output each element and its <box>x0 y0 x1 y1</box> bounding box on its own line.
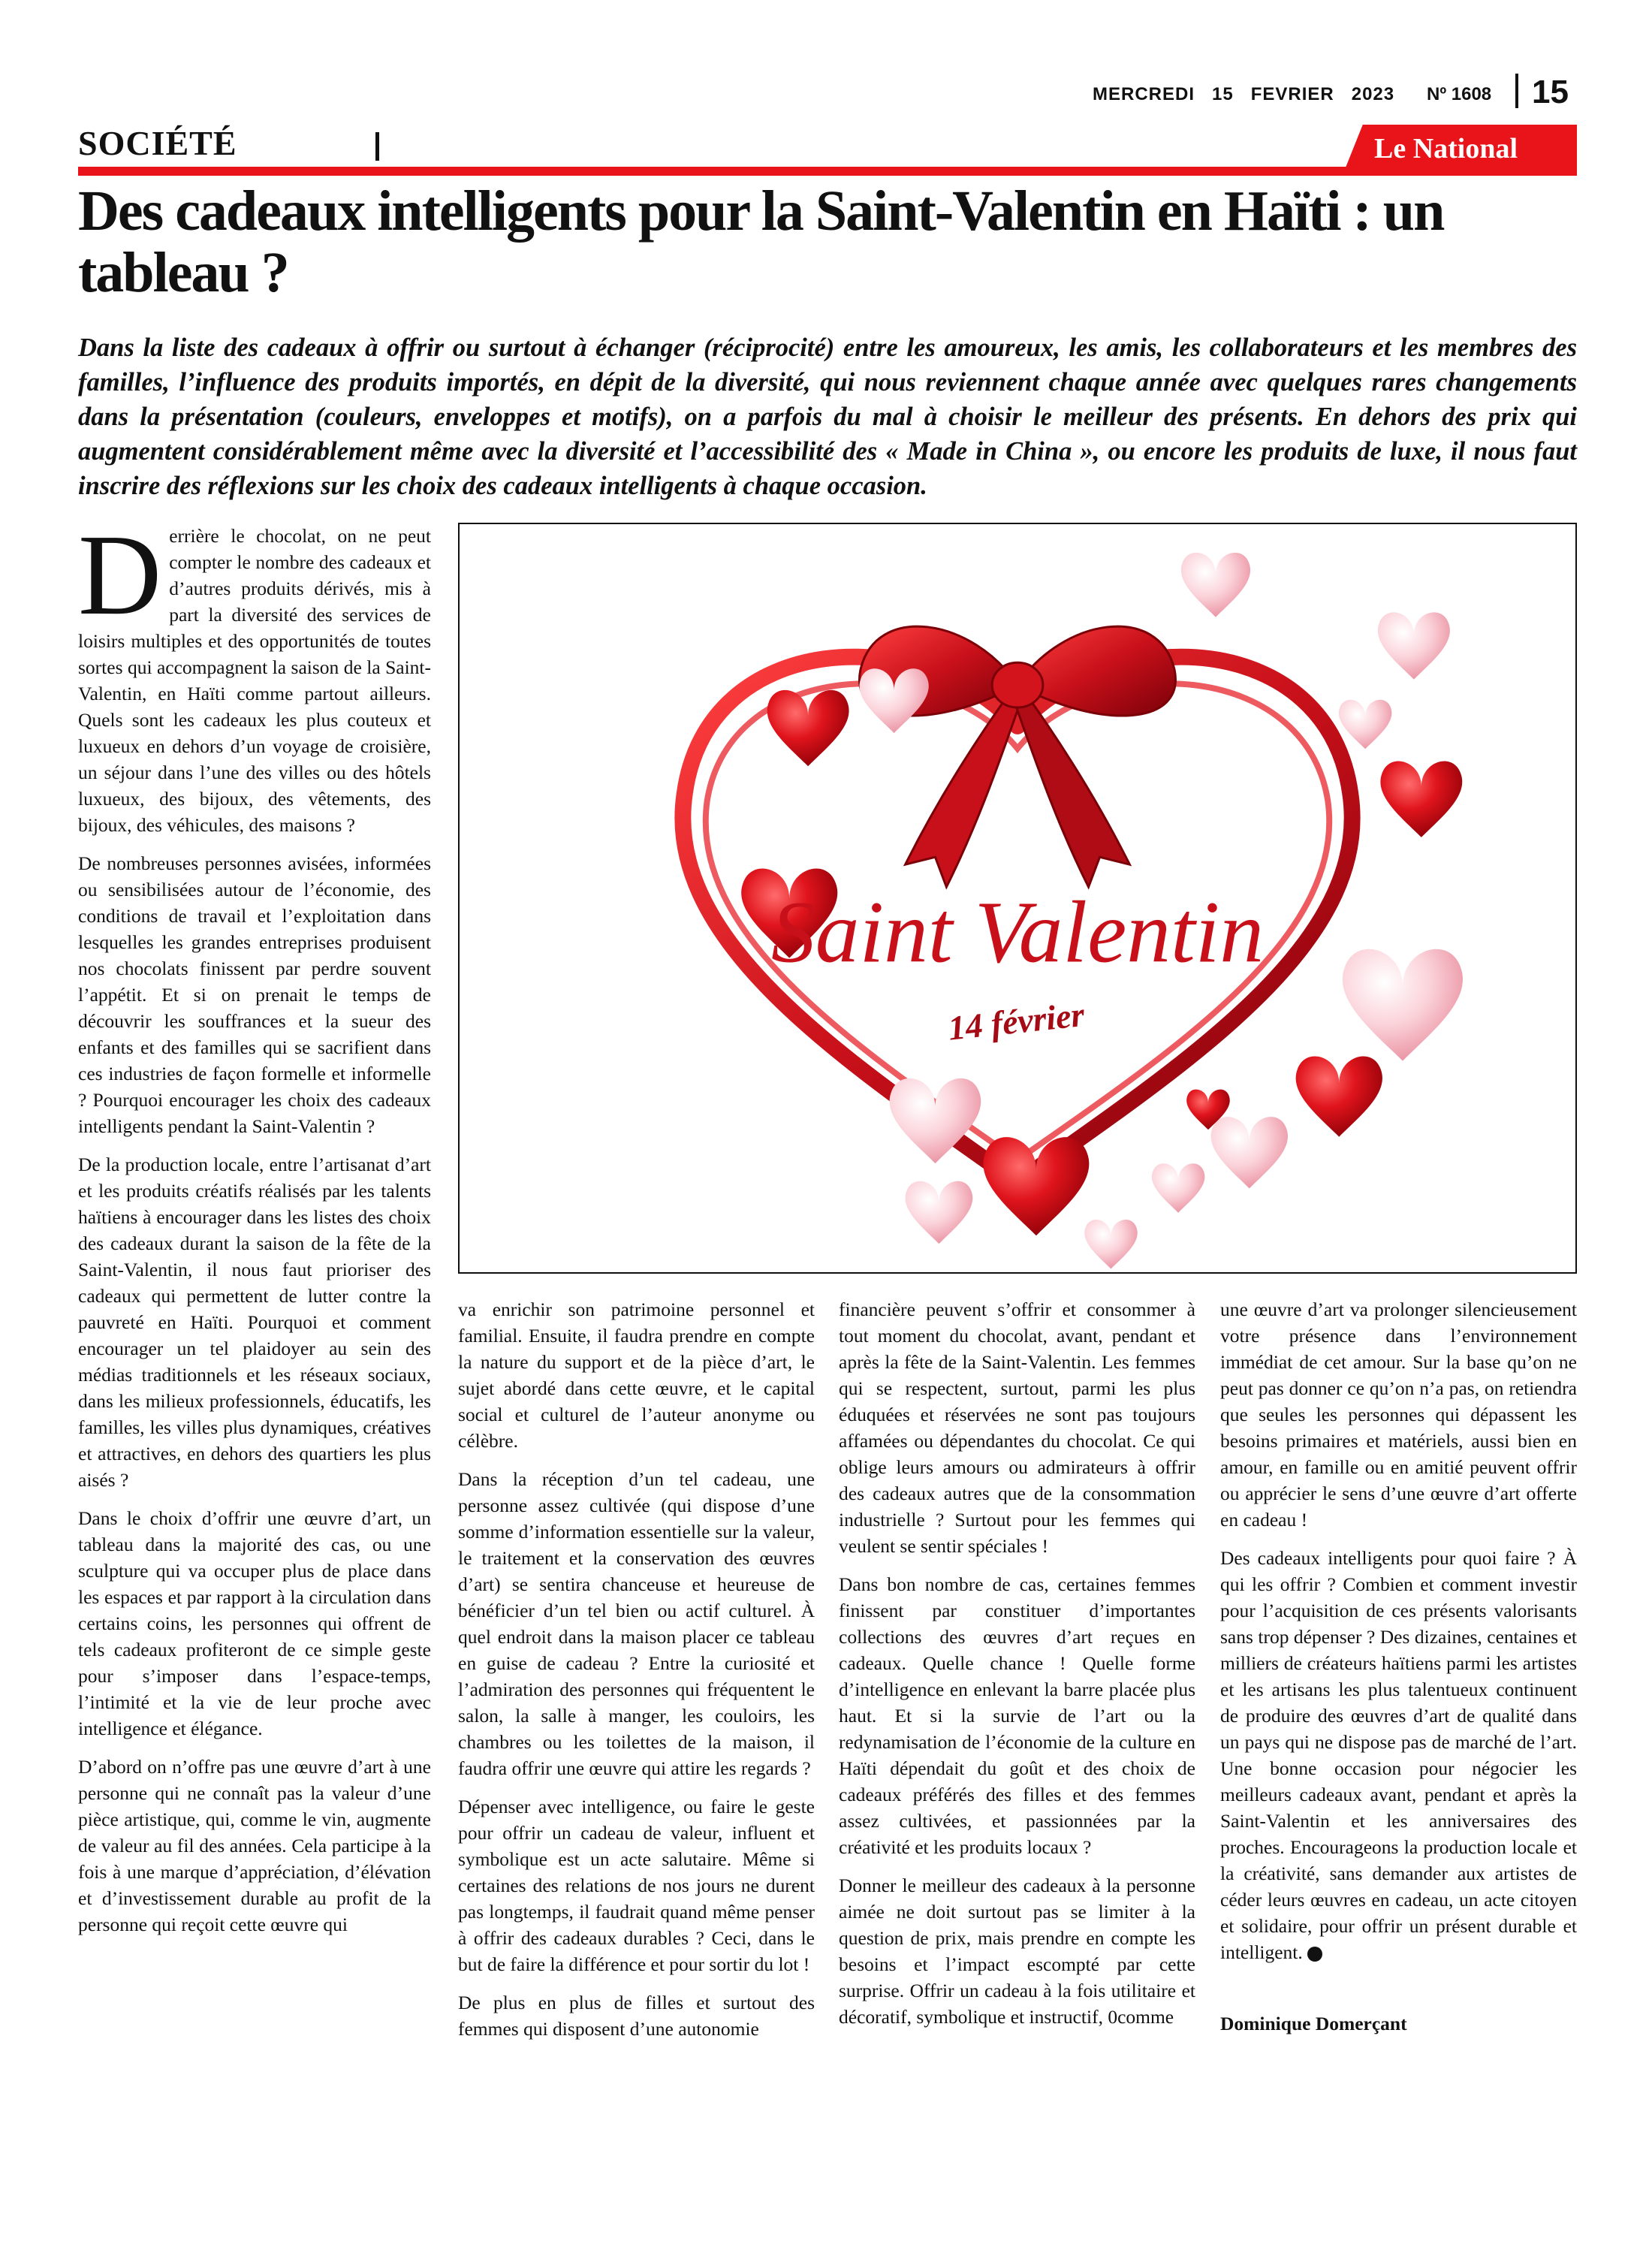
author-byline: Dominique Domerçant <box>1220 2013 1407 2034</box>
paragraph: Des cadeaux intelligents pour quoi faire ? À qui les offrir ? Combien et comment investir pour l’acquisition de ces présents valorisants sans trop dépenser ? Des dizaines, centaines et milliers de créateurs haïtiens parmi les artistes et les artisans les plus talentueux continuent de produire des œuvres d’art de qualité dans un pays qui ne dispose pas de marché de l’art. Une bonne occasion pour négocier les meilleurs cadeaux avant, pendant et après la Saint-Valentin et les anniversaires des proches. Encourageons la production locale et la créativité, sans demander aux artistes de céder leurs œuvres en cadeau, un acte citoyen et solidaire, pour offrir un présent durable et intelligent. <box>1220 1547 1577 1963</box>
paragraph: Derrière le chocolat, on ne peut compter le nombre des cadeaux et d’autres produits dérivés, mis à part la diversité des services de loisirs multiples et des opportunités de toutes sortes qui accompagnent la saison de la Saint-Valentin, en Haïti comme partout ailleurs. Quels sont les cadeaux les plus couteux et luxueux en dehors d’un voyage de croisière, un séjour dans l’une des villes ou des hôtels luxueux, des bijoux, des vêtements, des bijoux, des véhicules, des maisons ? <box>78 511 431 836</box>
illustration-date: 14 février <box>946 994 1087 1048</box>
article-column-4 <box>1220 1296 1577 2049</box>
illustration-title: Saint Valentin <box>770 883 1265 982</box>
paragraph: De nombreuses personnes avisées, informées ou sensibilisées autour de l’économie, des conditions de travail et l’exploitation dans lesquelles les grandes entreprises produisent nos chocolats finissent par perdre souvent l’appétit. Et si on prenait le temps de découvrir les souffrances et la sueur des enfants et des familles qui se sacrifient dans ces industries de façon formelle et informelle ? Pourquoi encourager les choix des cadeaux intelligents pendant la Saint-Valentin ? <box>78 852 431 1137</box>
masthead-issue: Nº 1608 <box>1427 84 1492 104</box>
end-of-article-icon <box>1307 1947 1322 1962</box>
paragraph: financière peuvent s’offrir et consommer à tout moment du chocolat, avant, pendant et après la fête de la Saint-Valentin. Les femmes qui se respectent, surtout, parmi les plus éduquées et réservées ne sont pas toujours affamées ou dépendantes du chocolat. Ce qui oblige leurs amours ou admirateurs à offrir des cadeaux autres que de la consommation industrielle ? Surtout pour les femmes qui veulent se sentir spéciales ! <box>839 1298 1195 1557</box>
page-number-divider <box>1515 74 1518 108</box>
article-column-3 <box>839 1296 1195 2042</box>
article-column-1 <box>78 511 431 1950</box>
paragraph: Dans le choix d’offrir une œuvre d’art, un tableau dans la majorité des cas, ou une sculpture qui va occuper plus de place dans les espaces et par rapport à la circulation dans certains coins, les personnes qui offrent de tels cadeaux profiteront de ce simple geste pour s’imposer dans l’espace-temps, l’intimité et la vie de leur proche avec intelligence et élégance. <box>78 1507 431 1739</box>
heart-wreath-graphic <box>460 524 1575 1272</box>
bow-icon <box>860 626 1176 887</box>
paragraph: Dépenser avec intelligence, ou faire le geste pour offrir un cadeau de valeur, influent et symbolique est un acte salutaire. Même si certaines des relations de nos jours ne durent pas longtemps, il faudrait quand même penser à offrir des cadeaux durables ? Ceci, dans le but de faire la différence et pour sortir du lot ! <box>458 1796 815 1975</box>
paragraph: une œuvre d’art va prolonger silencieusement votre présence dans l’environnement immédiat de cet amour. Sur la base qu’on ne peut pas donner ce qu’on n’a pas, on retiendra que seules les personnes qui dépassent les besoins primaires et matériels, aussi bien en amour, en famille ou en amitié peuvent offrir ou apprécier le sens d’une œuvre d’art offerte en cadeau ! <box>1220 1298 1577 1531</box>
paragraph: De la production locale, entre l’artisanat d’art et les produits créatifs réalisés par les talents haïtiens à encourager dans les listes des choix des cadeaux durant la saison de la fête de la Saint-Valentin, il nous faut prioriser des cadeaux qui permettent de lutter contre la pauvreté en Haïti. Pourquoi et comment encourager un tel plaidoyer au sein des médias traditionnels et les réseaux sociaux, dans les milieux professionnels, éducatifs, les familles, les villes plus dynamiques, créatives et attractives, en dehors des quartiers les plus aisés ? <box>78 1154 431 1491</box>
brand-name: Le National <box>1374 133 1518 164</box>
article-column-2 <box>458 1296 815 2054</box>
paragraph: va enrichir son patrimoine personnel et familial. Ensuite, il faudra prendre en compte la nature du support et de la pièce d’art, le sujet abordé dans cette œuvre, et le capital social et culturel de l’auteur anonyme ou célèbre. <box>458 1298 815 1452</box>
paragraph: Dans la réception d’un tel cadeau, une personne assez cultivée (qui dispose d’une somme d’information essentielle sur la valeur, le traitement et la conservation des œuvres d’art) se sentira chanceuse et heureuse de bénéficier d’un tel bien ou actif culturel. À quel endroit dans la maison placer ce tableau en guise de cadeau ? Entre la curiosité et l’admiration des personnes qui fréquentent le salon, la salle à manger, les couloirs, les chambres ou les toilettes de la maison, il faudra offrir une œuvre qui attire les regards ? <box>458 1468 815 1779</box>
section-label: SOCIÉTÉ <box>78 124 237 162</box>
section-divider <box>375 132 379 161</box>
saint-valentin-illustration <box>458 523 1577 1274</box>
article-headline: Des cadeaux intelligents pour la Saint-Valentin en Haïti : un tableau ? <box>78 179 1444 304</box>
paragraph: Donner le meilleur des cadeaux à la personne aimée ne doit surtout pas se limiter à la question de prix, mais prendre en compte les besoins et l’impact escompté par cette surprise. Offrir un cadeau à la fois utilitaire et décoratif, symbolique et instructif, 0comme <box>839 1874 1195 2028</box>
paragraph: D’abord on n’offre pas une œuvre d’art à une personne qui ne connaît pas la valeur d’une pièce artistique, qui, comme le vin, augmente de valeur au fil des années. Cela participe à la fois à une marque d’appréciation, d’élévation et d’investissement durable au profit de la personne qui reçoit cette œuvre qui <box>78 1756 431 1935</box>
paragraph: Dans bon nombre de cas, certaines femmes finissent par constituer d’importantes collections des œuvres d’art reçues en cadeaux. Quelle chance ! Quelle forme d’intelligence en enlevant la barre placée plus haut. Et si la survie de l’art ou la redynamisation de l’économie de la culture en Haïti dépendait du goût et des choix de cadeaux préférés des filles et des femmes assez cultivées, et passionnées par la créativité et les produits locaux ? <box>839 1573 1195 1858</box>
paragraph: De plus en plus de filles et surtout des femmes qui disposent d’une autonomie <box>458 1992 815 2040</box>
drop-cap: D <box>78 511 162 639</box>
page-number: 15 <box>1532 74 1569 110</box>
masthead-date: MERCREDI 15 FEVRIER 2023 <box>1093 84 1395 104</box>
article-standfirst: Dans la liste des cadeaux à offrir ou surtout à échanger (réciprocité) entre les amoureux, les amis, les collaborateurs et les membres des familles, l’influence des produits importés, en dépit de la diversité, qui nous reviennent chaque année avec quelques rares changements dans la présentation (couleurs, enveloppes et motifs), on a parfois du mal à choisir le meilleur des présents. En dehors des prix qui augmentent considérablement même avec la diversité et l’accessibilité des « Made in China », ou encore les produits de luxe, il nous faut inscrire des réflexions sur les choix des cadeaux intelligents à chaque occasion. <box>78 333 1577 500</box>
